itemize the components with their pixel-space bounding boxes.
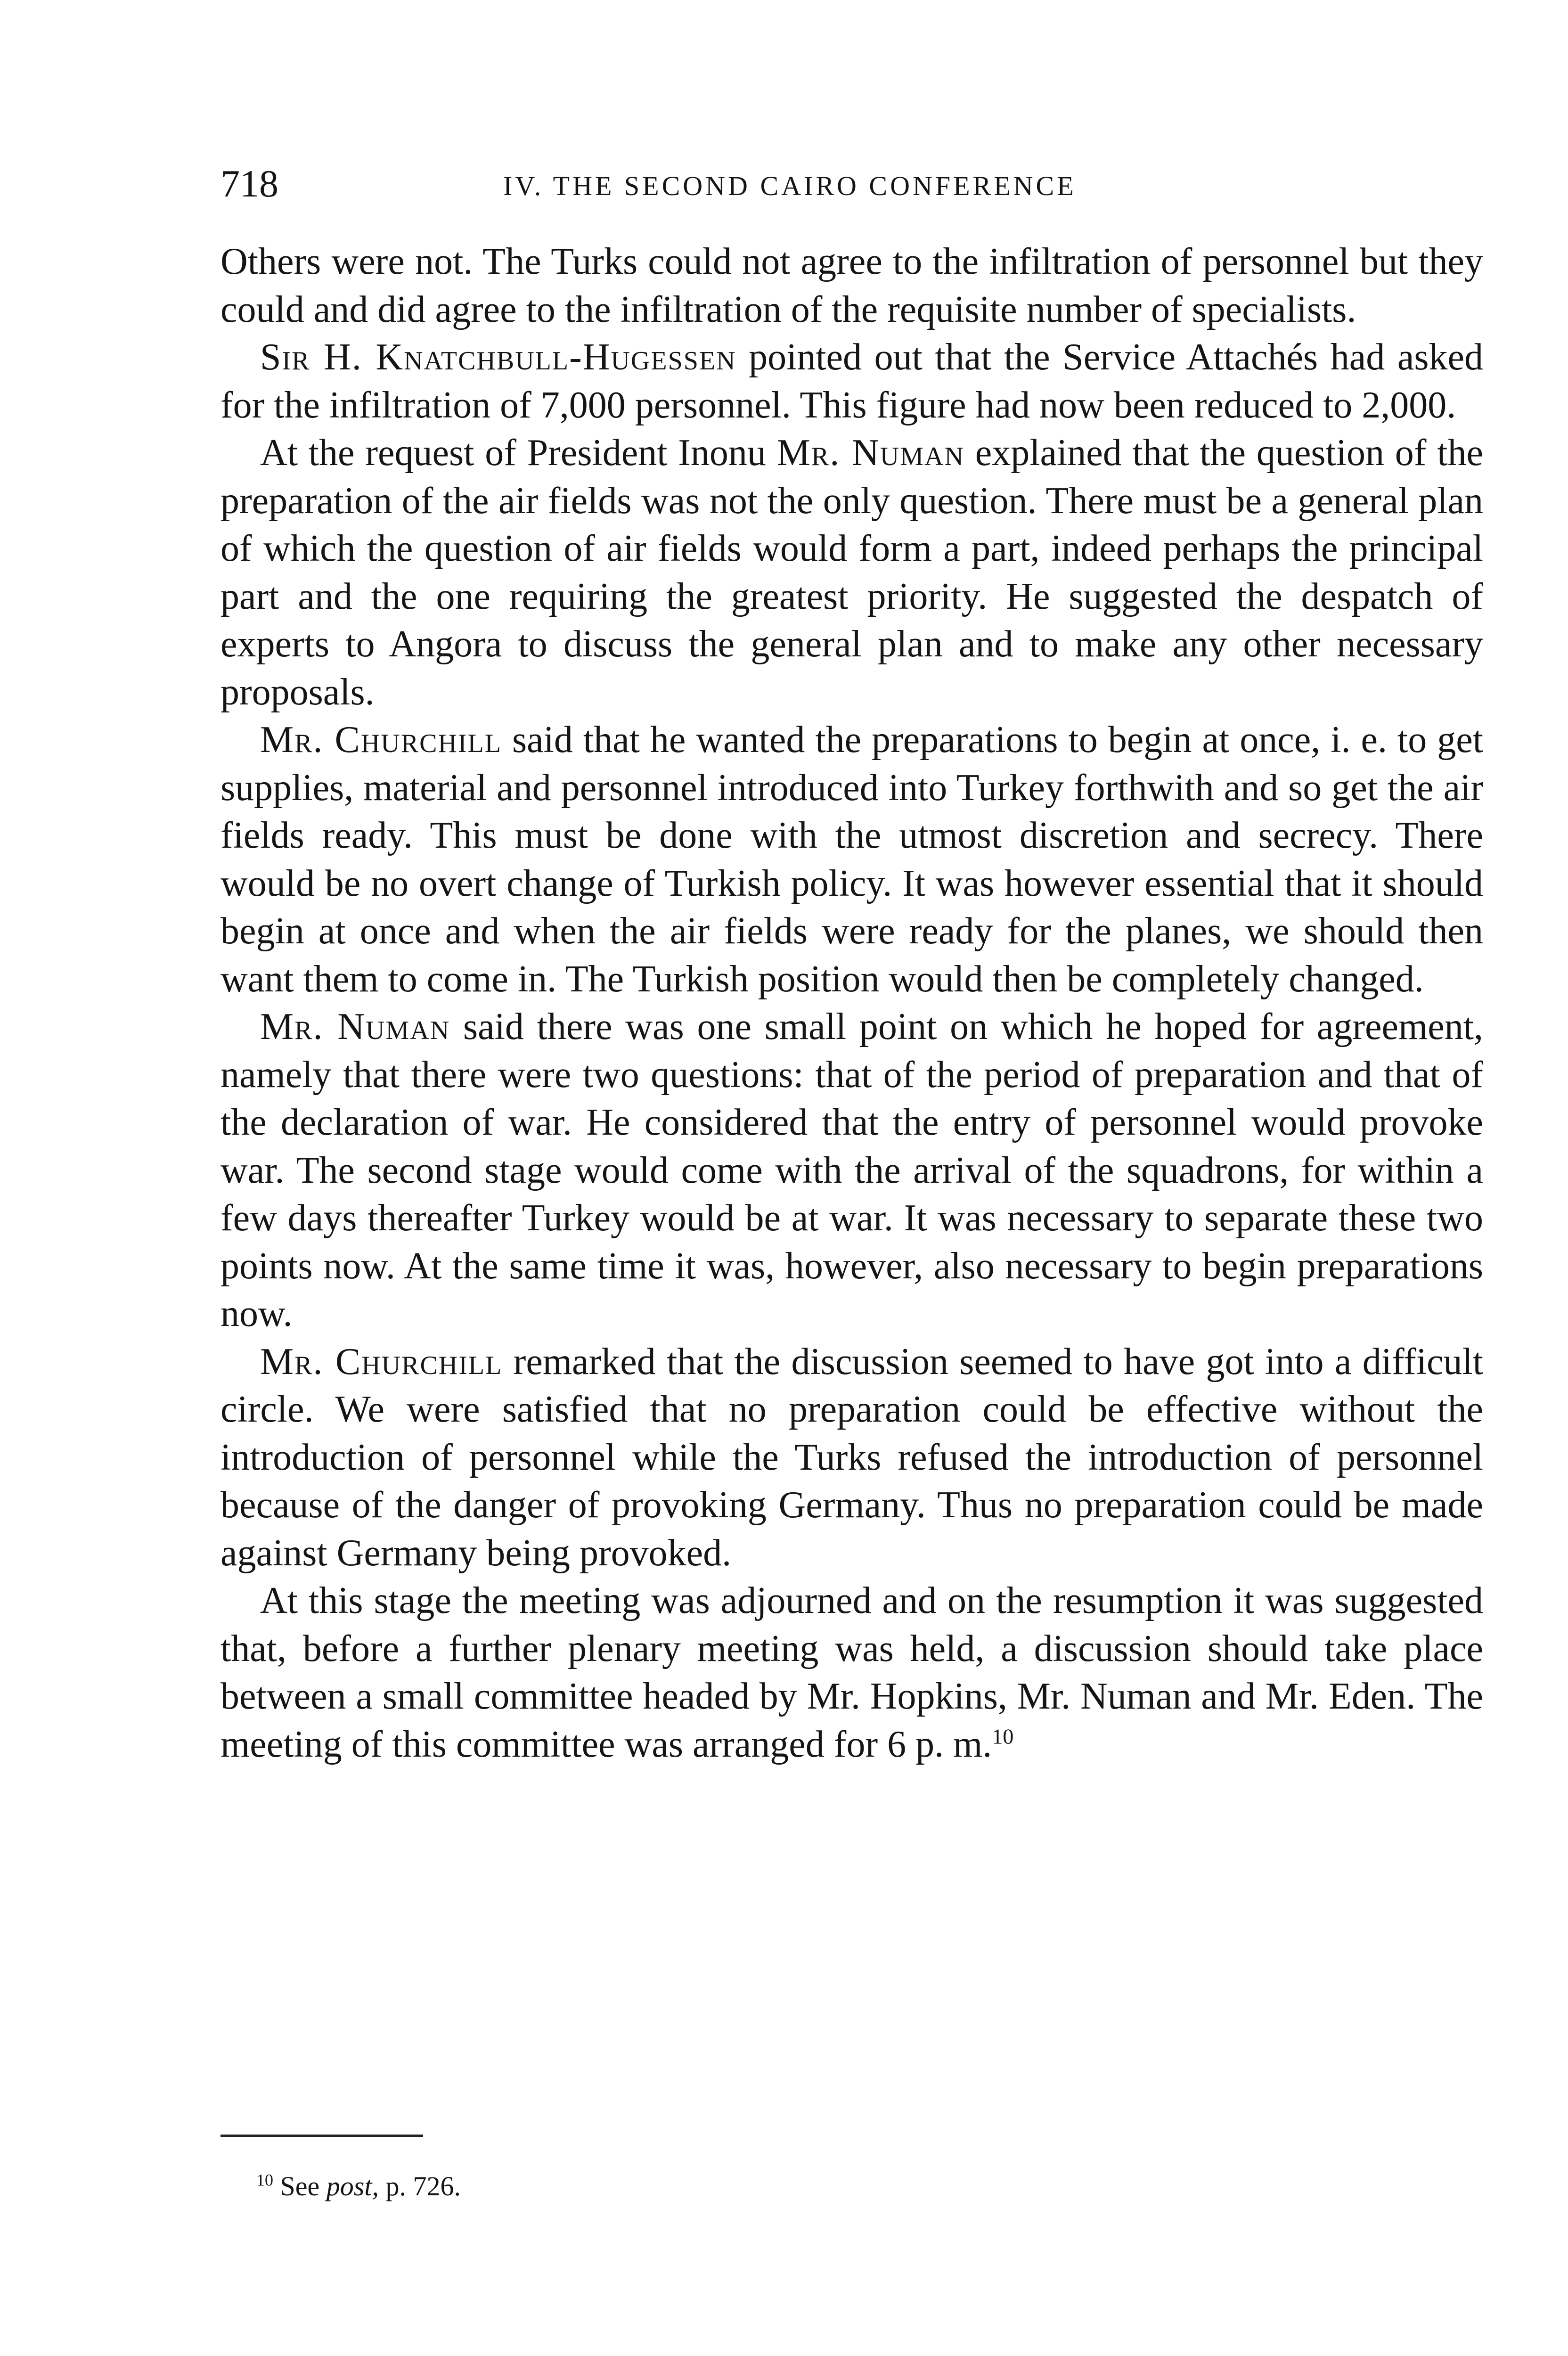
footnote-mark: 10 xyxy=(256,2170,273,2190)
speaker-name: Sir H. Knatchbull-Hugessen xyxy=(260,336,736,378)
paragraph-text: said there was one small point on which he hoped for agreement, namely that there were two questions: that of the period of preparation and that of the declaration of war. He considered that the entry of personnel would provoke war. The second stage would come with the arrival of the squadrons, for within a few days thereafter Turkey would be at war. It was necessary to separate these two points now. At the same time it was, however, also necessary to begin preparations now. xyxy=(220,1006,1484,1334)
footnote xyxy=(256,2168,461,2205)
paragraph-lead: At the request of President Inonu xyxy=(260,432,777,474)
paragraph xyxy=(220,238,1483,334)
footnote-reference: 10 xyxy=(992,1724,1014,1748)
paragraph xyxy=(220,1338,1483,1578)
speaker-name: Mr. Numan xyxy=(776,432,964,474)
footnote-text-after: p. 726. xyxy=(378,2171,461,2201)
running-head xyxy=(220,160,1483,212)
paragraph-text: said that he wanted the preparations to begin at once, i. e. to get supplies, material and personnel introduced into Turkey forthwith and so get the air fields ready. This must be done with the utmost discretion and secrecy. There would be no overt change of Turkish policy. It was however essential that it should begin at once and when the air fields were ready for the planes, we should then want them to come in. The Turkish position would then be completely changed. xyxy=(220,719,1483,1000)
paragraph xyxy=(220,334,1483,429)
footnote-text-before: See xyxy=(273,2171,327,2201)
speaker-name: Mr. Churchill xyxy=(260,719,502,761)
paragraph-text: explained that the question of the preparation of the air fields was not the only question. There must be a general plan of which the question of air fields would form a part, indeed perhaps the principal part and the one requiring the greatest priority. He suggested the despatch of experts to Angora to discuss the general plan and to make any other necessary proposals. xyxy=(220,432,1484,713)
running-title: IV. THE SECOND CAIRO CONFERENCE xyxy=(503,171,1077,201)
paragraph xyxy=(220,1003,1483,1338)
paragraph xyxy=(220,716,1483,1003)
speaker-name: Mr. Churchill xyxy=(260,1341,503,1383)
paragraph-text: remarked that the discussion seemed to have got into a difficult circle. We were satisfied that no preparation could be effective without the introduction of personnel while the Turks refused the introduction of personnel because of the danger of provoking Germany. Thus no preparation could be made against Germany being provoked. xyxy=(220,1341,1483,1574)
paragraph-text: pointed out that the Service Attachés had asked for the infiltration of 7,000 personnel. This figure had now been reduced to 2,000. xyxy=(220,336,1483,426)
paragraph-text: Others were not. The Turks could not agree to the infiltration of personnel but they could and did agree to the infiltration of the requisite number of specialists. xyxy=(220,241,1483,330)
speaker-name: Mr. Numan xyxy=(260,1006,450,1047)
footnote-divider xyxy=(220,2135,423,2137)
page-number: 718 xyxy=(220,162,278,205)
body-text xyxy=(220,238,1483,1768)
paragraph xyxy=(220,1577,1483,1768)
paragraph-text: At this stage the meeting was adjourned and on the resumption it was suggested that, before a further plenary meeting was held, a discussion should take place between a small committee headed by Mr. Hopkins, Mr. Numan and Mr. Eden. The meeting of this committee was arranged for 6 p. m. xyxy=(220,1580,1483,1765)
footnote-italic: post, xyxy=(326,2171,379,2201)
paragraph xyxy=(220,429,1483,716)
